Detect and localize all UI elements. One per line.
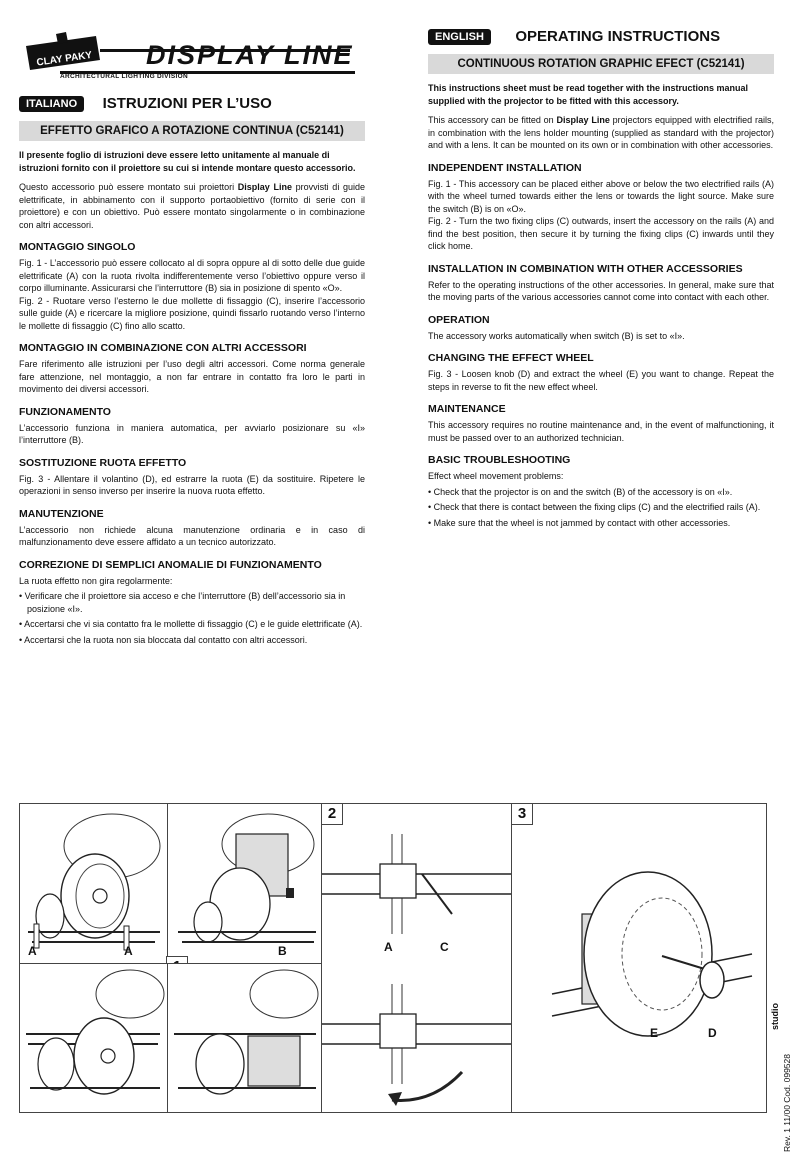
page-title: DISPLAY LINE [146,40,354,70]
figure-2-panel [321,803,513,1113]
label-a: A [384,940,393,954]
label-e: E [650,1026,659,1040]
figure-2-number: 2 [321,803,343,825]
label-a: A [124,944,133,958]
label-c: C [440,940,449,954]
heading-montaggio-singolo: MONTAGGIO SINGOLO [19,241,136,253]
figure-1-panel-bottom-right [167,963,323,1113]
lead-paragraph: This instructions sheet must be read together with the instructions manual supplied with the projector to be fitted with this accessory. [428,83,749,106]
projector-wheel-illustration [20,804,168,964]
product-subtitle-bar: EFFETTO GRAFICO A ROTAZIONE CONTINUA (C52141) [19,121,365,141]
projector-wheel-below-rails-illustration [20,964,168,1112]
heading-basic-troubleshooting: BASIC TROUBLESHOOTING [428,454,571,466]
paragraph: Effect wheel movement problems: [428,471,564,481]
english-column [428,28,774,529]
paragraph: The accessory works automatically when switch (B) is set to «I». [428,330,685,341]
heading-manutenzione: MANUTENZIONE [19,507,104,520]
heading-maintenance: MAINTENANCE [428,403,506,415]
section-title-english: OPERATING INSTRUCTIONS [515,28,721,46]
heading-changing-effect-wheel: CHANGING THE EFFECT WHEEL [428,352,594,364]
paragraph: La ruota effetto non gira regolarmente: [19,575,173,586]
list-item: • Verificare che il proiettore sia acceso e che l’interruttore (B) dell’accessorio sia in posizione «I». [19,591,346,614]
figure-1-panel-top-right [167,803,323,965]
fixing-clip-illustration [322,804,512,1112]
division-subtitle: ARCHITECTURAL LIGHTING DIVISION [60,73,188,80]
figure-3-number: 3 [511,803,533,825]
label-b: B [278,944,287,958]
paragraph: This accessory requires no routine maintenance and, in the event of malfunctioning, it must be passed over to an authorized technician. [428,420,774,443]
heading-sostituzione-ruota: SOSTITUZIONE RUOTA EFFETTO [19,456,187,469]
heading-correzione-anomalie: CORREZIONE DI SEMPLICI ANOMALIE DI FUNZIONAMENTO [19,558,322,571]
paragraph: Refer to the operating instructions of the other accessories. In general, make sure that the moving parts of the various accessories cannot come into contact with each other. [428,279,774,302]
language-badge-italiano: ITALIANO [19,96,84,112]
revision-code: Rev. 1 11/00 Cod. 099528 [782,1054,792,1152]
studio-credit: studio [770,1003,780,1030]
effect-wheel-change-illustration [512,804,766,1112]
paragraph: L’accessorio funziona in maniera automatica, per avviarlo posizionare su «I» l’interruttore (B). [19,422,365,445]
paragraph: Fig. 3 - Allentare il volantino (D), ed estrarre la ruota (E) da sostituire. Ripetere le operazioni in senso inverso per inserire la nuova ruota effetto. [19,473,365,496]
paragraph: Fare riferimento alle istruzioni per l’uso degli altri accessori. Come norma generale fare attenzione, nel montaggio, a non far entrare in contatto fra loro le parti in movimento dei diversi accessori. [19,359,365,394]
heading-funzionamento: FUNZIONAMENTO [19,405,111,418]
product-subtitle-bar: CONTINUOUS ROTATION GRAPHIC EFECT (C52141) [428,54,774,74]
figure-1-panel-top-left [19,803,169,965]
clay-paky-logo [22,32,102,72]
section-title-italiano: ISTRUZIONI PER L’USO [102,95,272,113]
paragraph: Fig. 3 - Loosen knob (D) and extract the wheel (E) you want to change. Repeat the steps in reverse to fit the new effect wheel. [428,369,774,392]
projector-accessory-below-rails-illustration [168,964,322,1112]
list-item: • Check that there is contact between the fixing clips (C) and the electrified rails (A). [428,502,761,512]
label-d: D [708,1026,717,1040]
paragraph: Fig. 1 - This accessory can be placed either above or below the two electrified rails (A) with the wheel turned towards either the lens or towards the light source. Make sure the switch (B) is on «O». [428,178,774,214]
svg-text:CLAY PAKY: CLAY PAKY [35,49,93,69]
paragraph: Fig. 2 - Turn the two fixing clips (C) outwards, insert the accessory on the rails (A) and find the best position, then secure it by turning the fixing clips (C) inwards until they click home. [428,216,774,251]
figure-3-panel [511,803,767,1113]
intro-paragraph: Questo accessorio può essere montato sui proiettori Display Line provvisti di guide elettrificate, in abbinamento con il supporto portaobiettivo (fornito di serie con il proiettore) e con un obiettivo. Può essere montato singolarmente o in combinazione con altri accessori. [19,182,366,230]
heading-independent-installation: INDEPENDENT INSTALLATION [428,161,582,174]
list-item: • Accertarsi che la ruota non sia bloccata dal contatto con altri accessori. [19,634,308,645]
paragraph: Fig. 2 - Ruotare verso l’esterno le due mollette di fissaggio (C), inserire l’accessorio sulle guide (A) e ricercare la migliore posizione, quindi fissarlo ruotando verso l’interno le mollette di fissaggio (C) fino allo scatto. [19,295,365,331]
paragraph: L’accessorio non richiede alcuna manutenzione ordinaria e in caso di malfunzionamento deve essere affidato a un tecnico autorizzato. [19,524,365,547]
intro-paragraph: This accessory can be fitted on Display Line projectors equipped with electrified rails, in combination with the lens holder mounting (supplied as standard with the projector) and with a lens. It can be mounted on its own or in combination with other accessories. [428,115,775,150]
figure-1-panel-bottom-left [19,963,169,1113]
projector-accessory-illustration [168,804,322,964]
italian-column [19,95,365,646]
heading-montaggio-combinazione: MONTAGGIO IN COMBINAZIONE CON ALTRI ACCESSORI [19,342,307,354]
list-item: • Accertarsi che vi sia contatto fra le mollette di fissaggio (C) e le guide elettrificate (A). [19,619,363,629]
heading-installation-combination: INSTALLATION IN COMBINATION WITH OTHER ACCESSORIES [428,262,743,275]
label-a: A [28,944,37,958]
list-item: • Make sure that the wheel is not jammed by contact with other accessories. [428,517,731,528]
list-item: • Check that the projector is on and the switch (B) of the accessory is on «I». [428,486,733,497]
language-badge-english: ENGLISH [428,29,491,45]
lead-paragraph: Il presente foglio di istruzioni deve essere letto unitamente al manuale di istruzioni fornito con il proiettore su cui si intende montare questo accessorio. [19,150,356,173]
heading-operation: OPERATION [428,313,490,326]
paragraph: Fig. 1 - L’accessorio può essere collocato al di sopra oppure al di sotto delle due guide elettrificate (A) con la ruota rivolta indifferentemente verso l’obiettivo oppure verso il corpo illuminante. Assicurarsi che l’interruttore (B) sia in posizione di spento «O». [19,258,365,293]
